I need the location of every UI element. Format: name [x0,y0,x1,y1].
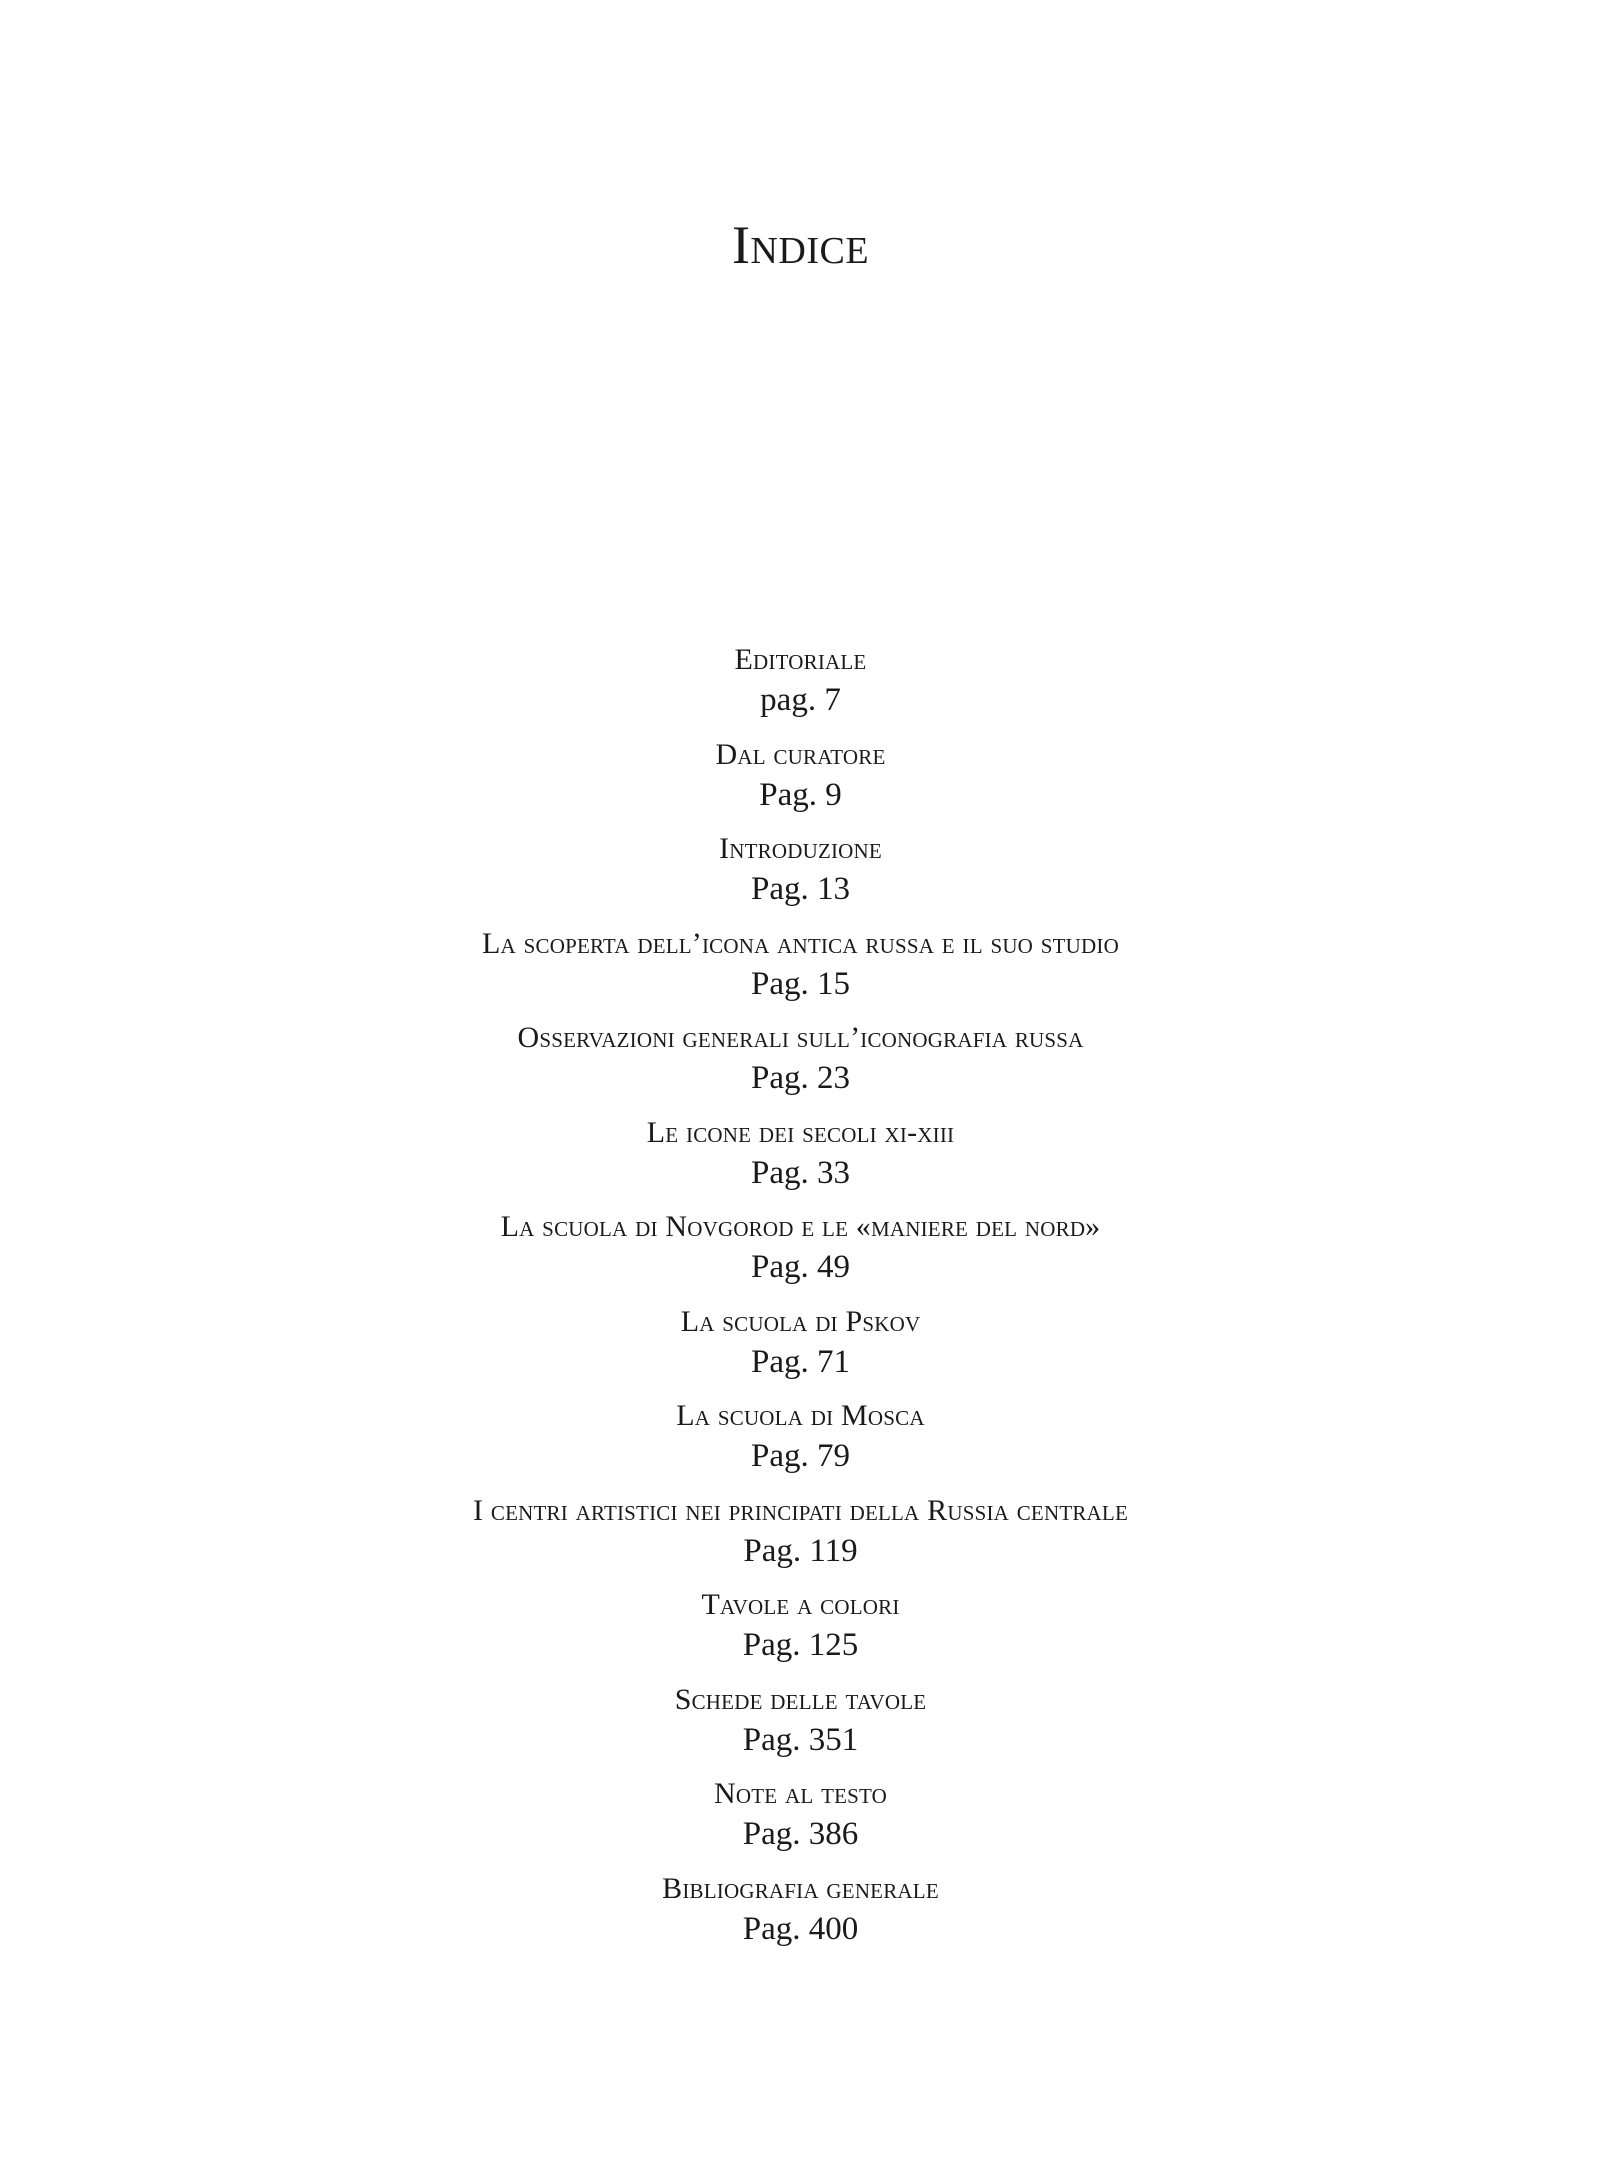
toc-entry-page: Pag. 71 [751,1343,850,1380]
toc-entry-page: Pag. 13 [751,871,850,907]
toc-entry-title: La scoperta dell’icona antica russa e il suo studio [482,926,1119,960]
toc-entry-title: Editoriale [734,643,867,676]
toc-entry-centri-artistici [0,1491,1601,1586]
toc-entry-editoriale [0,640,1601,735]
toc-entry-scuola-pskov [0,1302,1601,1397]
toc-entry-page: Pag. 33 [751,1154,850,1191]
toc-entry-tavole-colori [0,1585,1601,1680]
toc-entry-page: Pag. 49 [751,1249,850,1285]
toc-entry-title: I centri artistici nei principati della Russia centrale [473,1493,1128,1527]
toc-entry-page: Pag. 15 [751,965,850,1002]
toc-entry-page: Pag. 23 [751,1060,850,1096]
toc-entry-dal-curatore [0,735,1601,830]
toc-entry-page: Pag. 119 [743,1532,858,1569]
table-of-contents [0,640,1601,1963]
toc-entry-introduzione [0,829,1601,924]
toc-entry-title: Schede delle tavole [674,1682,927,1716]
toc-entry-title: Tavole a colori [701,1588,900,1621]
toc-entry-title: Note al testo [713,1777,888,1810]
toc-entry-icone-secoli [0,1113,1601,1208]
toc-entry-schede-tavole [0,1680,1601,1775]
toc-entry-title: Introduzione [719,832,882,865]
toc-entry-scoperta-icona [0,924,1601,1019]
toc-entry-title: Dal curatore [715,737,886,771]
toc-entry-osservazioni [0,1018,1601,1113]
toc-entry-page: Pag. 125 [742,1627,859,1663]
toc-entry-page: Pag. 351 [742,1721,859,1758]
toc-entry-title: La scuola di Pskov [680,1304,921,1338]
toc-entry-scuola-mosca [0,1396,1601,1491]
toc-entry-page: Pag. 386 [742,1816,859,1852]
toc-entry-page: pag. 7 [760,682,841,718]
toc-entry-title: La scuola di Mosca [676,1399,925,1432]
toc-entry-title: Le icone dei secoli xi-xiii [646,1115,955,1149]
toc-entry-bibliografia [0,1869,1601,1964]
toc-entry-scuola-novgorod [0,1207,1601,1302]
toc-entry-title: Bibliografia generale [662,1871,939,1905]
toc-entry-page: Pag. 9 [759,776,842,813]
toc-entry-note-testo [0,1774,1601,1869]
toc-entry-page: Pag. 79 [751,1438,850,1474]
toc-entry-page: Pag. 400 [742,1910,859,1947]
toc-entry-title: La scuola di Novgorod e le «maniere del nord» [500,1210,1101,1243]
page-title: Indice [731,215,870,275]
toc-entry-title: Osservazioni generali sull’iconografia russa [517,1021,1084,1054]
